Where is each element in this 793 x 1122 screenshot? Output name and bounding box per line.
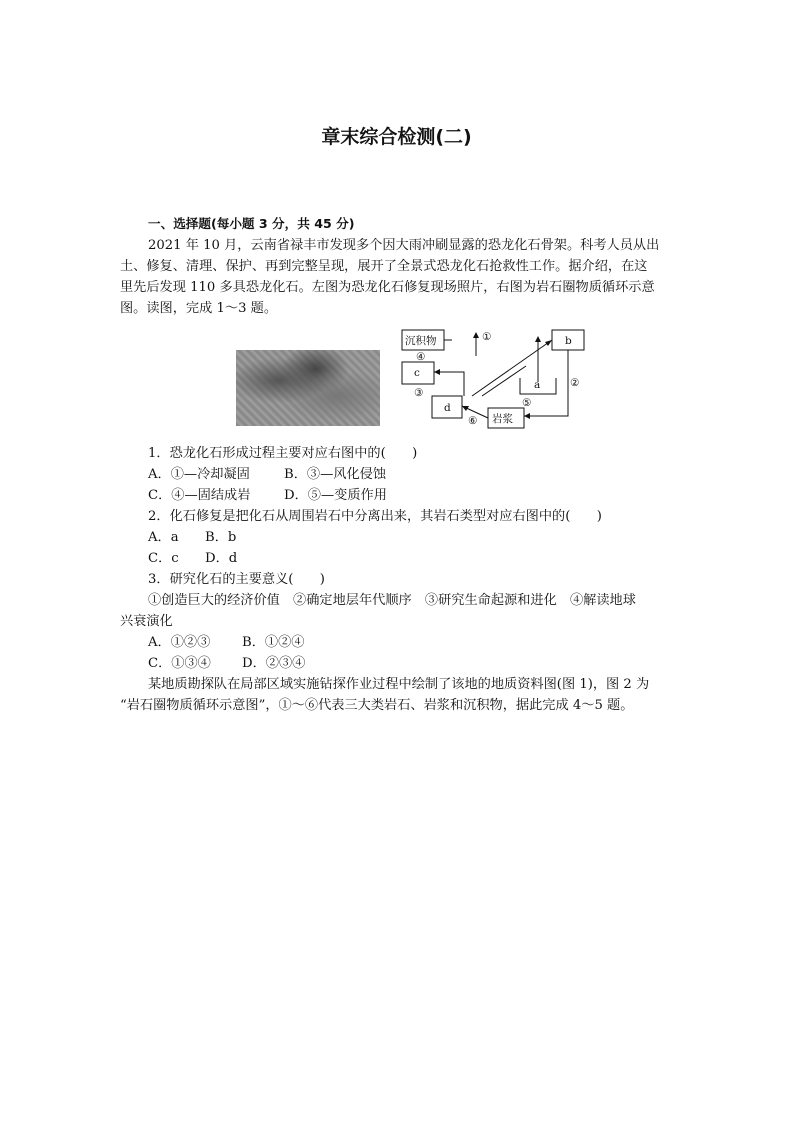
- num-6: ⑥: [468, 415, 478, 427]
- q3-option-a: A．①②③: [148, 635, 211, 650]
- q1-option-d: D．⑤—变质作用: [284, 488, 387, 503]
- num-4: ④: [416, 351, 426, 363]
- q1-stem: 1．恐龙化石形成过程主要对应右图中的( ): [148, 446, 418, 461]
- q3-option-d: D．②③④: [242, 656, 306, 671]
- intro2-line-2: “岩石圈物质循环示意图”，①～⑥代表三大类岩石、岩浆和沉积物，据此完成 4～5 题。: [120, 698, 634, 713]
- num-3: ③: [414, 387, 424, 399]
- section-heading: 一、选择题(每小题 3 分，共 45 分): [148, 216, 355, 231]
- label-a: a: [534, 379, 541, 391]
- q1-option-c: C．④—固结成岩: [148, 488, 251, 503]
- q2-option-b: B．b: [205, 530, 237, 545]
- label-d: d: [444, 402, 451, 414]
- q3-items-line-2: 兴衰演化: [120, 614, 173, 629]
- label-magma: 岩浆: [492, 413, 513, 425]
- rock-cycle-diagram: [396, 326, 606, 434]
- intro-line-2: 土、修复、清理、保护、再到完整呈现，展开了全景式恐龙化石抢救性工作。据介绍，在这: [120, 259, 648, 274]
- num-1: ①: [482, 331, 492, 343]
- q2-stem: 2．化石修复是把化石从周围岩石中分离出来，其岩石类型对应右图中的( ): [148, 509, 602, 524]
- num-2: ②: [570, 377, 580, 389]
- label-c: c: [414, 367, 420, 379]
- q2-option-a: A．a: [148, 530, 179, 545]
- q3-items-line-1: ①创造巨大的经济价值 ②确定地层年代顺序 ③研究生命起源和进化 ④解读地球: [148, 593, 636, 608]
- q3-stem: 3．研究化石的主要意义( ): [148, 572, 325, 587]
- fossil-photo: [236, 350, 380, 426]
- intro-line-1: 2021 年 10 月，云南省禄丰市发现多个因大雨冲刷显露的恐龙化石骨架。科考人员从出: [148, 238, 660, 253]
- intro-line-4: 图。读图，完成 1～3 题。: [120, 301, 278, 316]
- intro-line-3: 里先后发现 110 多具恐龙化石。左图为恐龙化石修复现场照片，右图为岩石圈物质循环示意: [120, 280, 655, 295]
- q2-option-c: C．c: [148, 551, 179, 566]
- intro2-line-1: 某地质勘探队在局部区域实施钻探作业过程中绘制了该地的地质资料图(图 1)，图 2 为: [148, 677, 650, 692]
- q2-option-d: D．d: [205, 551, 238, 566]
- page-title: 章末综合检测(二): [321, 126, 472, 148]
- q1-option-b: B．③—风化侵蚀: [284, 467, 387, 482]
- q1-option-a: A．①—冷却凝固: [148, 467, 250, 482]
- label-b: b: [565, 335, 572, 347]
- num-5: ⑤: [522, 397, 532, 409]
- q3-option-b: B．①②④: [242, 635, 305, 650]
- q3-option-c: C．①③④: [148, 656, 211, 671]
- label-sediment: 沉积物: [405, 335, 437, 347]
